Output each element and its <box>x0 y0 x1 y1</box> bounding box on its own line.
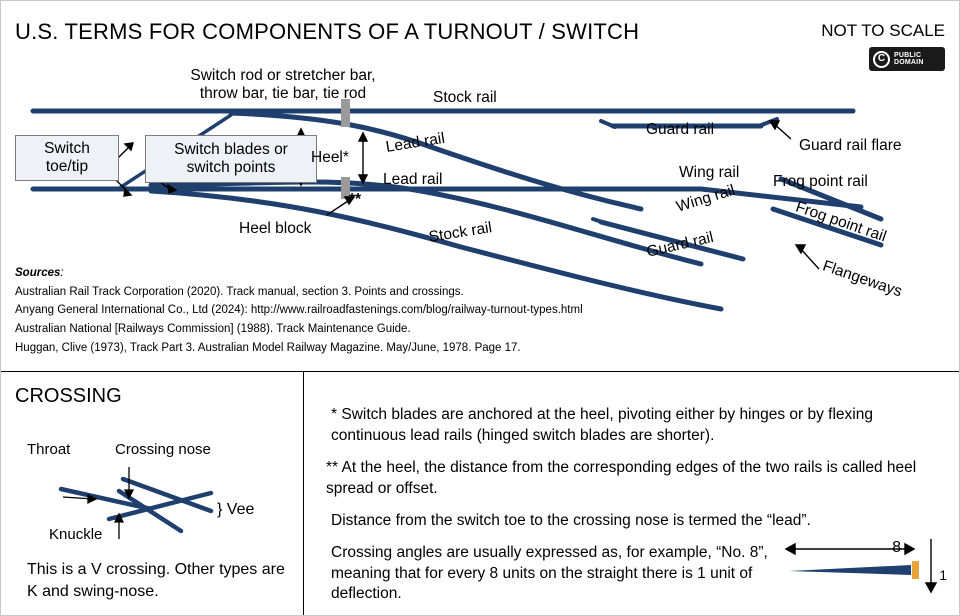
crossing-label-knuckle: Knuckle <box>49 526 103 543</box>
label-lead-rail-2: Lead rail <box>383 171 443 188</box>
note-2-text: At the heel, the distance from the corresponding edges of the two rails is called heel spread or offset. <box>326 459 917 497</box>
label-heel-marker: ** <box>349 191 362 208</box>
label-guard-rail-flare: Guard rail flare <box>799 137 902 154</box>
rail-guard-bottom-flare-left <box>593 219 605 223</box>
label-guard-rail-bottom: Guard rail <box>644 228 716 261</box>
label-wing-rail-top: Wing rail <box>679 164 740 181</box>
source-line-4: Huggan, Clive (1973), Track Part 3. Australian Model Railway Magazine. May/June, 1978. Page 17. <box>15 341 521 354</box>
label-switch-toe-tip-text: Switch toe/tip <box>44 139 90 175</box>
note-1-text: Switch blades are anchored at the heel, pivoting either by hinges or by flexing continuous lead rails (hinged switch blades are shorter). <box>331 406 873 444</box>
switch-rod-bar-upper <box>341 99 350 127</box>
label-switch-blades <box>145 135 317 183</box>
note-4-text: Crossing angles are usually expressed as, for example, “No. 8”, meaning that for every 8 units on the straight there is 1 unit of deflection. <box>331 544 768 603</box>
note-4 <box>331 543 771 605</box>
rail-guard-top-flare-left <box>601 121 615 127</box>
rail-lead-upper <box>151 182 701 264</box>
label-flangeways: Flangeways <box>820 257 905 301</box>
source-line-1: Australian Rail Track Corporation (2020). Track manual, section 3. Points and crossings. <box>15 285 464 298</box>
label-stock-rail-bottom: Stock rail <box>427 219 494 246</box>
label-frog-point-rail-1: Frog point rail <box>773 173 868 190</box>
ratio-wedge <box>789 565 911 575</box>
note-2 <box>326 458 920 499</box>
crossing-label-vee: } Vee <box>217 501 255 518</box>
label-heel: Heel* <box>311 149 349 166</box>
public-domain-line1: PUBLIC <box>894 51 922 59</box>
label-switch-blades-text: Switch blades or switch points <box>174 140 288 176</box>
divider-vertical <box>303 371 304 616</box>
label-lead-rail-1: Lead rail <box>384 129 446 156</box>
label-frog-point-rail-2: Frog point rail <box>793 198 889 246</box>
crossing-label-nose: Crossing nose <box>115 441 211 458</box>
crossing-panel-title: CROSSING <box>15 385 122 407</box>
public-domain-icon: C <box>873 51 890 68</box>
ratio-deflection-marker <box>912 561 919 579</box>
ratio-one-label: 1 <box>939 567 947 583</box>
bottom-section <box>1 371 960 616</box>
crossing-note-text: This is a V crossing. Other types are K and swing-nose. <box>27 561 285 600</box>
note-3-text: Distance from the switch toe to the crossing nose is termed the “lead”. <box>331 512 811 529</box>
source-line-3: Australian National [Railways Commission] (1988). Track Maintenance Guide. <box>15 322 411 335</box>
note-1-marker: * <box>331 406 338 423</box>
label-wing-rail-bottom: Wing rail <box>674 181 738 216</box>
label-switch-toe-tip <box>15 135 119 181</box>
sources-heading: Sources: <box>15 267 64 279</box>
label-switch-rod: Switch rod or stretcher bar, throw bar, tie bar, tie rod <box>190 67 376 102</box>
crossing-rail-a <box>61 489 151 509</box>
note-3 <box>331 511 925 532</box>
crossing-angle-illustration <box>781 531 960 616</box>
page-title: U.S. TERMS FOR COMPONENTS OF A TURNOUT / SWITCH <box>15 19 640 44</box>
crossing-label-throat: Throat <box>27 441 71 458</box>
note-1 <box>331 405 919 446</box>
label-stock-rail-top: Stock rail <box>433 89 497 106</box>
public-domain-line2: DOMAIN <box>894 59 924 66</box>
note-2-marker: ** <box>326 459 339 476</box>
not-to-scale-label: NOT TO SCALE <box>821 21 945 40</box>
sources-block <box>15 264 655 357</box>
label-guard-rail-top: Guard rail <box>646 121 715 138</box>
source-line-2: Anyang General International Co., Ltd (2024): http://www.railroadfastenings.com/blog/railway-turnout-types.html <box>15 304 583 317</box>
label-heel-block: Heel block <box>239 220 312 237</box>
ratio-number-label: 8 <box>892 539 901 556</box>
